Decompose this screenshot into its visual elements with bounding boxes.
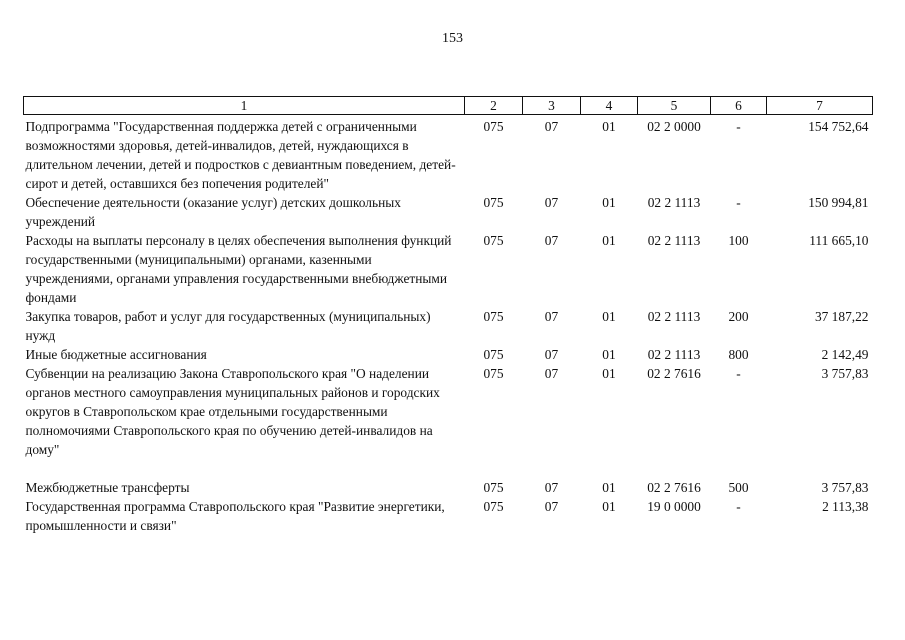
column-header: 4 xyxy=(581,97,638,115)
cell-type: - xyxy=(736,195,741,210)
cell-amount: 2 113,38 xyxy=(822,499,869,514)
cell-amount: 150 994,81 xyxy=(808,195,869,210)
cell-type: 200 xyxy=(728,309,749,324)
column-header: 7 xyxy=(767,97,873,115)
table-row xyxy=(24,307,873,345)
table-row xyxy=(24,478,873,497)
cell-section: 07 xyxy=(544,309,559,324)
cell-amount: 3 757,83 xyxy=(821,480,869,495)
cell-ministry: 075 xyxy=(483,195,504,210)
table-row xyxy=(24,115,873,194)
cell-type: - xyxy=(736,366,741,381)
cell-subsection: 01 xyxy=(602,119,616,134)
budget-table xyxy=(23,96,873,535)
table-row xyxy=(24,345,873,364)
cell-target: 02 2 1113 xyxy=(647,309,701,324)
row-name: Расходы на выплаты персоналу в целях обеспечения выполнения функций государственными (муниципальными) органами, казенными учреждениями, органами управления государственными внебюджетными фондами xyxy=(25,233,452,305)
row-name: Закупка товаров, работ и услуг для государственных (муниципальных) нужд xyxy=(25,309,431,343)
cell-section: 07 xyxy=(544,233,559,248)
row-name: Подпрограмма "Государственная поддержка детей с ограниченными возможностями здоровья, детей-инвалидов, детей, нуждающихся в длительном лечении, детей и подростков с девиантным поведением, детей-сирот и детей, оставшихся без попечения родителей" xyxy=(25,119,456,191)
cell-ministry: 075 xyxy=(483,119,504,134)
cell-ministry: 075 xyxy=(483,233,504,248)
cell-type: - xyxy=(736,499,741,514)
column-header: 3 xyxy=(523,97,581,115)
column-header: 2 xyxy=(465,97,523,115)
table-row xyxy=(24,497,873,535)
cell-target: 02 2 1113 xyxy=(647,233,701,248)
cell-target: 02 2 7616 xyxy=(647,366,701,381)
cell-section: 07 xyxy=(544,347,559,362)
cell-subsection: 01 xyxy=(602,366,616,381)
cell-ministry: 075 xyxy=(483,499,504,514)
page-number: 153 xyxy=(442,31,463,46)
table-row xyxy=(24,193,873,231)
table-row xyxy=(24,231,873,307)
cell-subsection: 01 xyxy=(602,233,616,248)
cell-type: 100 xyxy=(728,233,749,248)
row-name: Иные бюджетные ассигнования xyxy=(25,347,207,362)
cell-type: 800 xyxy=(728,347,749,362)
cell-subsection: 01 xyxy=(602,480,616,495)
cell-subsection: 01 xyxy=(602,347,616,362)
cell-amount: 37 187,22 xyxy=(814,309,869,324)
row-name: Субвенции на реализацию Закона Ставропольского края "О наделении органов местного самоуправления муниципальных районов и городских округов в Ставропольском крае отдельными государственными полномочиями Ставропольского края по обучению детей-инвалидов на дому" xyxy=(25,366,440,457)
cell-amount: 2 142,49 xyxy=(821,347,869,362)
header-row xyxy=(24,97,873,115)
cell-ministry: 075 xyxy=(483,480,504,495)
cell-ministry: 075 xyxy=(483,309,504,324)
cell-ministry: 075 xyxy=(483,366,504,381)
row-name: Обеспечение деятельности (оказание услуг) детских дошкольных учреждений xyxy=(25,195,401,229)
cell-type: - xyxy=(736,119,741,134)
column-header: 5 xyxy=(638,97,711,115)
cell-subsection: 01 xyxy=(602,195,616,210)
cell-section: 07 xyxy=(544,119,559,134)
cell-ministry: 075 xyxy=(483,347,504,362)
row-name: Государственная программа Ставропольского края "Развитие энергетики, промышленности и связи" xyxy=(25,499,445,533)
cell-type: 500 xyxy=(728,480,749,495)
row-name: Межбюджетные трансферты xyxy=(25,480,190,495)
cell-target: 19 0 0000 xyxy=(647,499,701,514)
cell-target: 02 2 1113 xyxy=(647,195,701,210)
cell-amount: 111 665,10 xyxy=(809,233,869,248)
cell-section: 07 xyxy=(544,499,559,514)
cell-amount: 154 752,64 xyxy=(808,119,869,134)
cell-target: 02 2 7616 xyxy=(647,480,701,495)
row-spacer xyxy=(24,459,873,478)
cell-target: 02 2 1113 xyxy=(647,347,701,362)
cell-section: 07 xyxy=(544,480,559,495)
cell-section: 07 xyxy=(544,195,559,210)
cell-subsection: 01 xyxy=(602,499,616,514)
table-row xyxy=(24,364,873,459)
cell-subsection: 01 xyxy=(602,309,616,324)
cell-section: 07 xyxy=(544,366,559,381)
cell-amount: 3 757,83 xyxy=(821,366,869,381)
column-header: 6 xyxy=(711,97,767,115)
column-header: 1 xyxy=(24,97,465,115)
cell-target: 02 2 0000 xyxy=(647,119,701,134)
